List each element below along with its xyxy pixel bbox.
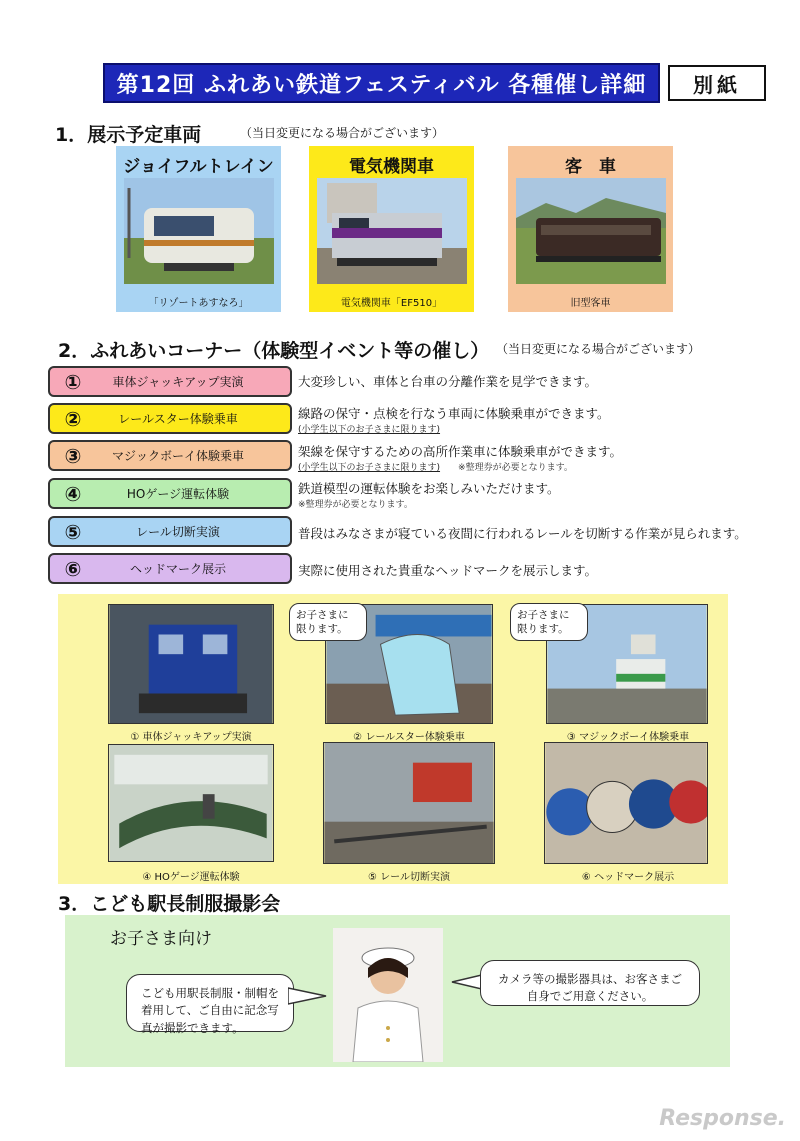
vehicle-card-passenger-car xyxy=(508,146,673,312)
photo-caption: ④ HOゲージ運転体験 xyxy=(142,872,240,883)
item-label: レールスター体験乗車 xyxy=(118,412,238,426)
corner-item-headmark xyxy=(48,553,292,584)
callout-pointer xyxy=(288,984,328,1008)
photo-caption: ⑥ ヘッドマーク展示 xyxy=(581,872,675,883)
vehicle-name: 客 車 xyxy=(565,157,616,177)
item-label: ヘッドマーク展示 xyxy=(129,562,226,576)
ticket-note: ※整理券が必要となります。 xyxy=(298,500,413,510)
callout-bring-camera: カメラ等の撮影器具は、お客さまご自身でご用意ください。 xyxy=(480,960,700,1006)
photo-jackup xyxy=(108,604,274,724)
vehicle-card-joyful xyxy=(116,146,281,312)
item-description: 線路の保守・点検を行なう車両に体験乗車ができます。 xyxy=(298,406,610,421)
photo-caption: ⑤ レール切断実演 xyxy=(368,872,450,883)
item-label: HOゲージ運転体験 xyxy=(126,487,230,501)
item-number: ⑤ xyxy=(64,519,82,544)
item-description: 普段はみなさまが寝ている夜間に行われるレールを切断する作業が見られます。 xyxy=(298,526,747,541)
vehicle-caption: 電気機関車「EF510」 xyxy=(340,298,443,309)
corner-item-ho-gauge xyxy=(48,478,292,509)
corner-desc-railstar xyxy=(298,404,610,435)
item-number: ⑥ xyxy=(64,556,82,581)
section2-title: 2．ふれあいコーナー（体験型イベント等の催し） xyxy=(58,340,490,362)
audience-label: お子さま向け xyxy=(110,929,212,949)
item-label: マジックボーイ体験乗車 xyxy=(111,449,244,463)
photo-headmark xyxy=(544,742,708,864)
item-description: 大変珍しい、車体と台車の分離作業を見学できます。 xyxy=(298,374,598,389)
corner-item-jackup xyxy=(48,366,292,397)
photo-caption: ③ マジックボーイ体験乗車 xyxy=(566,732,690,743)
section2-note: （当日変更になる場合がございます） xyxy=(496,342,701,356)
item-restriction: (小学生以下のお子さまに限ります) ※整理券が必要となります。 xyxy=(298,463,573,473)
item-restriction: (小学生以下のお子さまに限ります) xyxy=(298,425,441,435)
corner-desc-ho-gauge xyxy=(298,479,560,510)
page-title: 第12回 ふれあい鉄道フェスティバル 各種催し詳細 xyxy=(103,63,660,103)
appendix-label: 別紙 xyxy=(668,65,766,101)
section1-note: （当日変更になる場合がございます） xyxy=(240,126,445,140)
item-description: 実際に使用された貴重なヘッドマークを展示します。 xyxy=(298,563,598,578)
vehicle-name: 電気機関車 xyxy=(349,157,434,177)
photo-caption: ② レールスター体験乗車 xyxy=(353,732,465,743)
item-number: ③ xyxy=(64,443,82,468)
train-photo-resort-asunaro xyxy=(124,178,274,284)
item-label: レール切断実演 xyxy=(136,525,220,539)
corner-item-magicboy xyxy=(48,440,292,471)
photo-caption: ① 車体ジャッキアップ実演 xyxy=(130,732,252,743)
photo-child-station-master xyxy=(333,928,443,1062)
vehicle-card-ef510 xyxy=(309,146,474,312)
vehicle-caption: 「リゾートあすなろ」 xyxy=(148,298,249,309)
photo-ho-gauge xyxy=(108,744,274,862)
item-label: 車体ジャッキアップ実演 xyxy=(112,375,244,389)
train-photo-ef510 xyxy=(317,178,467,284)
item-number: ② xyxy=(64,406,82,431)
item-description: 鉄道模型の運転体験をお楽しみいただけます。 xyxy=(298,481,560,496)
item-description: 架線を保守するための高所作業車に体験乗車ができます。 xyxy=(298,444,623,459)
train-photo-old-passenger-car xyxy=(516,178,666,284)
corner-desc-jackup xyxy=(298,372,597,390)
bubble-children-only: お子さまに 限ります。 xyxy=(510,603,588,641)
vehicle-caption: 旧型客車 xyxy=(570,298,611,309)
section1-title: 1．展示予定車両 xyxy=(55,124,202,146)
corner-desc-rail-cutting xyxy=(298,524,747,542)
response-watermark: Response. xyxy=(659,1106,786,1131)
ticket-note: ※整理券が必要となります。 xyxy=(458,463,573,473)
vehicle-name: ジョイフルトレイン xyxy=(123,157,274,177)
corner-item-railstar xyxy=(48,403,292,434)
section3-title: 3．こども駅長制服撮影会 xyxy=(58,893,281,915)
photo-rail-cutting xyxy=(323,742,495,864)
corner-desc-headmark xyxy=(298,561,597,579)
callout-uniform: こども用駅長制服・制帽を着用して、ご自由に記念写真が撮影できます。 xyxy=(126,974,294,1032)
bubble-children-only: お子さまに 限ります。 xyxy=(289,603,367,641)
corner-item-rail-cutting xyxy=(48,516,292,547)
item-number: ④ xyxy=(64,481,82,506)
corner-desc-magicboy xyxy=(298,442,622,473)
item-number: ① xyxy=(64,369,82,394)
